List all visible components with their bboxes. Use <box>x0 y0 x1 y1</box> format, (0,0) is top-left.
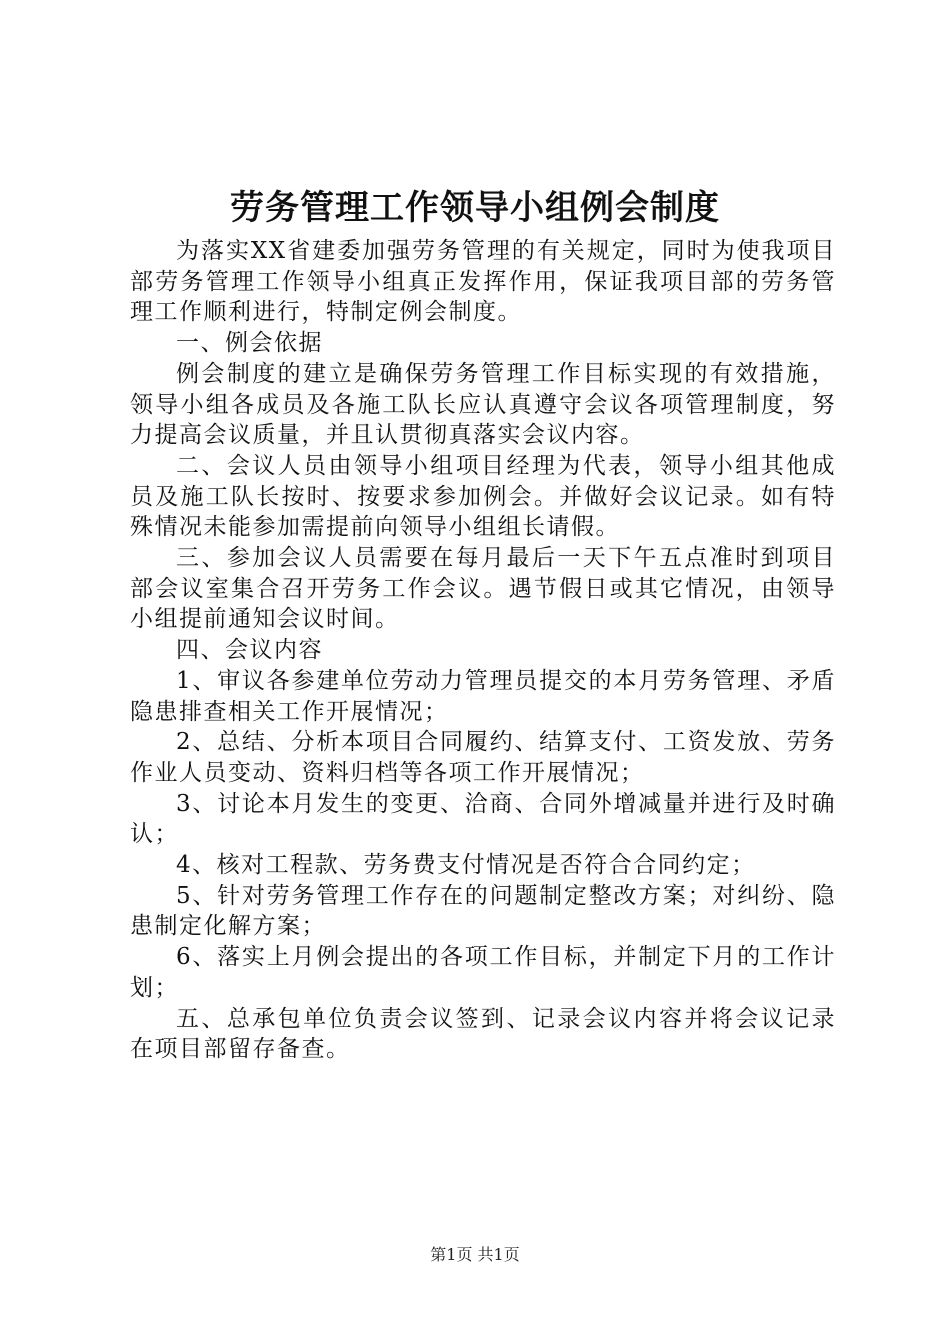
content-item-3: 3、讨论本月发生的变更、洽商、合同外增减量并进行及时确认； <box>130 790 836 848</box>
section-schedule-paragraph: 三、参加会议人员需要在每月最后一天下午五点准时到项目部会议室集合召开劳务工作会议。遇节假日或其它情况，由领导小组提前通知会议时间。 <box>130 545 836 633</box>
basis-paragraph: 例会制度的建立是确保劳务管理工作目标实现的有效措施，领导小组各成员及各施工队长应认真遵守会议各项管理制度，努力提高会议质量，并且认贯彻真落实会议内容。 <box>130 360 836 449</box>
page-footer: 第1页 共1页 <box>430 1245 520 1264</box>
section-attendees-paragraph: 二、会议人员由领导小组项目经理为代表，领导小组其他成员及施工队长按时、按要求参加例会。并做好会议记录。如有特殊情况未能参加需提前向领导小组组长请假。 <box>130 452 836 541</box>
content-item-6: 6、落实上月例会提出的各项工作目标，并制定下月的工作计划； <box>130 944 836 1001</box>
content-item-2: 2、总结、分析本项目合同履约、结算支付、工资发放、劳务作业人员变动、资料归档等各项工作开展情况； <box>130 729 836 786</box>
document-body <box>130 236 836 1065</box>
content-item-4: 4、核对工程款、劳务费支付情况是否符合合同约定； <box>176 852 756 879</box>
section-heading-content: 四、会议内容 <box>176 637 323 664</box>
intro-paragraph: 为落实XX省建委加强劳务管理的有关规定，同时为使我项目部劳务管理工作领导小组真正发挥作用，保证我项目部的劳务管理工作顺利进行，特制定例会制度。 <box>130 238 836 326</box>
section-records-paragraph: 五、总承包单位负责会议签到、记录会议内容并将会议记录在项目部留存备查。 <box>130 1005 836 1063</box>
document-title: 劳务管理工作领导小组例会制度 <box>230 188 720 228</box>
section-heading-basis: 一、例会依据 <box>176 330 323 357</box>
content-item-5: 5、针对劳务管理工作存在的问题制定整改方案；对纠纷、隐患制定化解方案； <box>130 882 836 940</box>
content-item-1: 1、审议各参建单位劳动力管理员提交的本月劳务管理、矛盾隐患排查相关工作开展情况； <box>130 667 836 725</box>
